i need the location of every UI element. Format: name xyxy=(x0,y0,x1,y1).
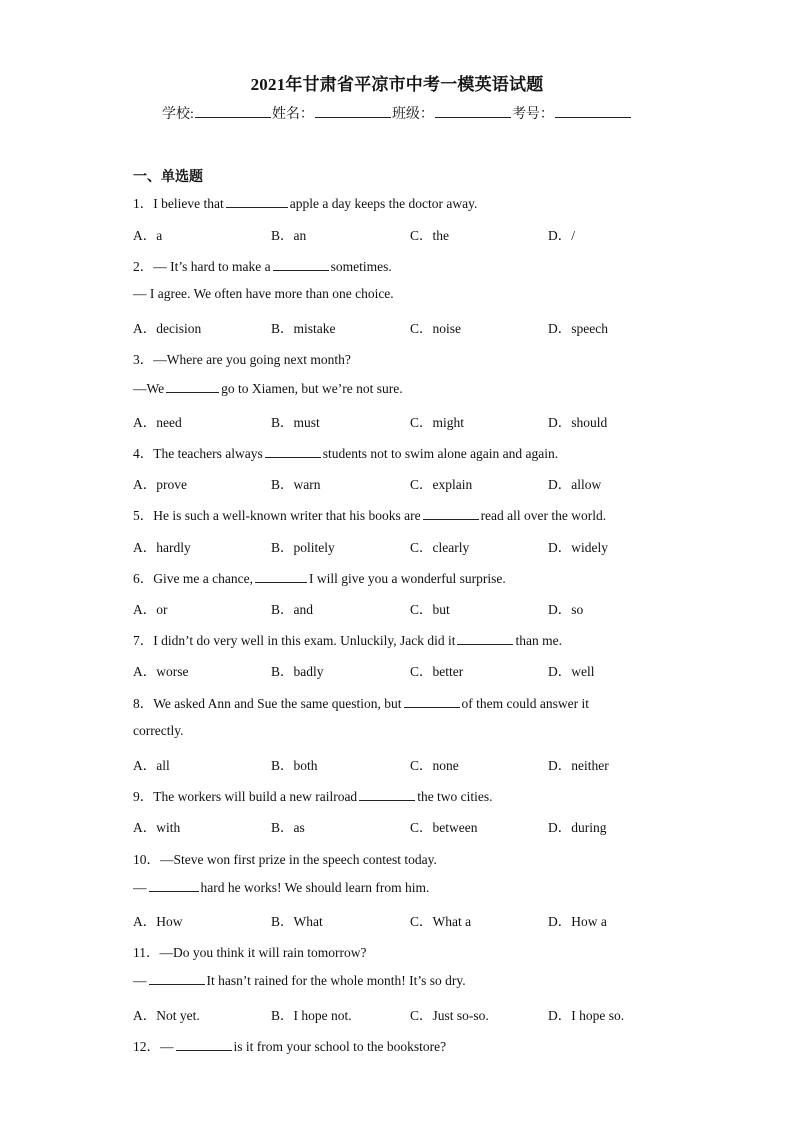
question-2-option-b[interactable]: B．mistake xyxy=(271,321,336,336)
question-5-option-b[interactable]: B．politely xyxy=(271,540,335,555)
question-7-option-d[interactable]: D．well xyxy=(548,664,595,679)
question-8-option-d[interactable]: D．neither xyxy=(548,758,609,773)
question-6-option-b[interactable]: B．and xyxy=(271,602,313,617)
answer-blank[interactable] xyxy=(149,972,205,985)
answer-blank[interactable] xyxy=(404,695,460,708)
question-11-option-c[interactable]: C．Just so-so. xyxy=(410,1008,489,1023)
class-label: 班级： xyxy=(391,107,434,122)
question-2-line-2 xyxy=(133,286,394,302)
question-6-option-a[interactable]: A．or xyxy=(133,602,168,617)
question-text: The teachers always xyxy=(153,446,263,461)
question-text: —We xyxy=(133,381,165,396)
question-8-line-1 xyxy=(133,692,589,712)
question-2-option-d[interactable]: D．speech xyxy=(548,321,608,336)
question-7-option-a[interactable]: A．worse xyxy=(133,664,189,679)
question-text: the two cities. xyxy=(417,789,493,804)
question-number: 10． xyxy=(133,852,160,867)
question-10-option-a[interactable]: A．How xyxy=(133,914,183,929)
question-8-option-b[interactable]: B．both xyxy=(271,758,318,773)
answer-blank[interactable] xyxy=(273,258,329,271)
exam-number-blank[interactable] xyxy=(555,104,631,118)
question-text: — xyxy=(133,880,147,895)
answer-blank[interactable] xyxy=(226,195,288,208)
question-2-option-a[interactable]: A．decision xyxy=(133,321,202,336)
question-10-line-1 xyxy=(133,848,437,868)
question-text: sometimes. xyxy=(330,259,392,274)
question-number: 2． xyxy=(133,259,154,274)
question-text: He is such a well-known writer that his books are xyxy=(153,508,421,523)
question-12-line-1 xyxy=(133,1035,446,1055)
answer-blank[interactable] xyxy=(265,445,321,458)
question-text: students not to swim alone again and again. xyxy=(322,446,559,461)
question-5-option-d[interactable]: D．widely xyxy=(548,540,608,555)
question-number: 3． xyxy=(133,352,154,367)
question-8-option-a[interactable]: A．all xyxy=(133,758,170,773)
question-9-line-1 xyxy=(133,785,493,805)
question-3-option-a[interactable]: A．need xyxy=(133,415,182,430)
question-10-option-b[interactable]: B．What xyxy=(271,914,323,929)
question-2-option-c[interactable]: C．noise xyxy=(410,321,462,336)
question-1-option-b[interactable]: B．an xyxy=(271,228,307,243)
question-text: read all over the world. xyxy=(480,508,607,523)
question-number: 8． xyxy=(133,696,154,711)
question-text: apple a day keeps the doctor away. xyxy=(289,196,478,211)
question-6-option-d[interactable]: D．so xyxy=(548,602,584,617)
question-4-option-a[interactable]: A．prove xyxy=(133,477,187,492)
question-11-option-a[interactable]: A．Not yet. xyxy=(133,1008,200,1023)
question-6-option-c[interactable]: C．but xyxy=(410,602,450,617)
question-7-option-b[interactable]: B．badly xyxy=(271,664,324,679)
student-info-row xyxy=(0,103,794,123)
question-2-line-1 xyxy=(133,255,392,275)
question-text: We asked Ann and Sue the same question, but xyxy=(153,696,402,711)
question-text: Give me a chance, xyxy=(153,571,253,586)
question-text: It hasn’t rained for the whole month! It’s so dry. xyxy=(206,973,466,988)
question-11-option-b[interactable]: B．I hope not. xyxy=(271,1008,352,1023)
question-text: I didn’t do very well in this exam. Unluckily, Jack did it xyxy=(153,633,456,648)
question-5-option-c[interactable]: C．clearly xyxy=(410,540,470,555)
question-4-option-b[interactable]: B．warn xyxy=(271,477,321,492)
question-10-option-d[interactable]: D．How a xyxy=(548,914,607,929)
question-1-option-c[interactable]: C．the xyxy=(410,228,449,243)
question-text: — xyxy=(133,973,147,988)
question-3-option-d[interactable]: D．should xyxy=(548,415,608,430)
class-blank[interactable] xyxy=(435,104,511,118)
question-5-line-1 xyxy=(133,504,606,524)
answer-blank[interactable] xyxy=(457,632,513,645)
question-text: —Steve won first prize in the speech contest today. xyxy=(160,852,437,867)
question-text: — I agree. We often have more than one choice. xyxy=(133,286,394,301)
question-3-line-2 xyxy=(133,380,403,397)
question-9-option-a[interactable]: A．with xyxy=(133,820,181,835)
question-9-option-b[interactable]: B．as xyxy=(271,820,305,835)
question-number: 4． xyxy=(133,446,154,461)
question-3-line-1 xyxy=(133,348,351,368)
question-11-line-2 xyxy=(133,972,466,989)
question-text: hard he works! We should learn from him. xyxy=(200,880,430,895)
question-text: than me. xyxy=(515,633,562,648)
question-text: —Where are you going next month? xyxy=(153,352,351,367)
question-4-line-1 xyxy=(133,442,558,462)
question-number: 6． xyxy=(133,571,154,586)
question-text: correctly. xyxy=(133,723,184,738)
question-3-option-b[interactable]: B．must xyxy=(271,415,320,430)
question-number: 11． xyxy=(133,945,160,960)
question-10-line-2 xyxy=(133,879,429,896)
exam-number-label: 考号： xyxy=(511,107,554,122)
answer-blank[interactable] xyxy=(423,507,479,520)
question-5-option-a[interactable]: A．hardly xyxy=(133,540,191,555)
question-number: 7． xyxy=(133,633,154,648)
question-text: — It’s hard to make a xyxy=(153,259,271,274)
question-text: —Do you think it will rain tomorrow? xyxy=(159,945,367,960)
question-11-line-1 xyxy=(133,941,366,961)
question-text: — xyxy=(160,1039,174,1054)
question-text: go to Xiamen, but we’re not sure. xyxy=(221,381,403,396)
school-blank[interactable] xyxy=(195,104,271,118)
question-1-option-a[interactable]: A．a xyxy=(133,228,163,243)
section-title: 一、单选题 xyxy=(133,170,203,185)
question-number: 1． xyxy=(133,196,154,211)
question-text: I believe that xyxy=(153,196,224,211)
question-1-line-1 xyxy=(133,192,477,212)
question-4-option-d[interactable]: D．allow xyxy=(548,477,602,492)
answer-blank[interactable] xyxy=(166,380,219,393)
question-8-line-2 xyxy=(133,723,183,739)
question-8-option-c[interactable]: C．none xyxy=(410,758,459,773)
question-1-option-d[interactable]: D．/ xyxy=(548,228,575,243)
question-text: The workers will build a new railroad xyxy=(153,789,358,804)
question-text: is it from your school to the bookstore? xyxy=(233,1039,447,1054)
name-label: 姓名： xyxy=(271,107,314,122)
school-label: 学校: xyxy=(162,107,194,122)
question-text: I will give you a wonderful surprise. xyxy=(308,571,506,586)
question-text: of them could answer it xyxy=(461,696,589,711)
answer-blank[interactable] xyxy=(359,788,415,801)
question-number: 9． xyxy=(133,789,154,804)
question-9-option-d[interactable]: D．during xyxy=(548,820,607,835)
question-number: 12． xyxy=(133,1039,160,1054)
question-6-line-1 xyxy=(133,567,506,587)
question-3-option-c[interactable]: C．might xyxy=(410,415,465,430)
question-11-option-d[interactable]: D．I hope so. xyxy=(548,1008,625,1023)
question-number: 5． xyxy=(133,508,154,523)
answer-blank[interactable] xyxy=(255,570,307,583)
name-blank[interactable] xyxy=(315,104,391,118)
question-7-option-c[interactable]: C．better xyxy=(410,664,464,679)
question-7-line-1 xyxy=(133,629,562,649)
question-9-option-c[interactable]: C．between xyxy=(410,820,478,835)
question-10-option-c[interactable]: C．What a xyxy=(410,914,472,929)
answer-blank[interactable] xyxy=(149,879,199,892)
exam-title: 2021年甘肃省平凉市中考一模英语试题 xyxy=(250,75,544,94)
question-4-option-c[interactable]: C．explain xyxy=(410,477,473,492)
answer-blank[interactable] xyxy=(176,1038,232,1051)
